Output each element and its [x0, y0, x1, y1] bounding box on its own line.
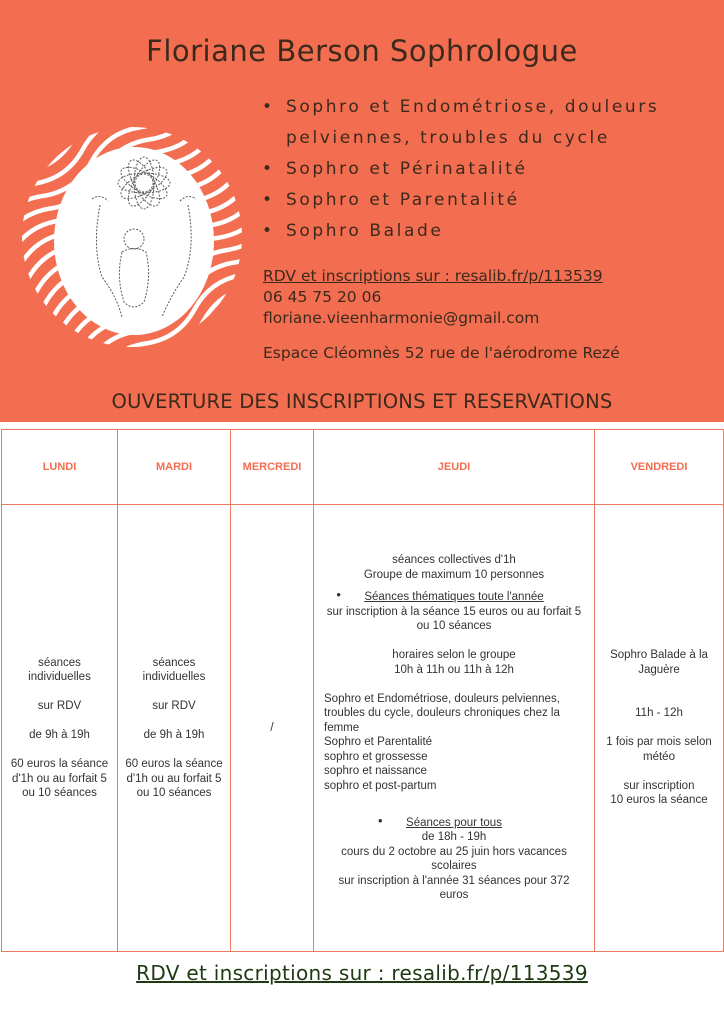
jeudi-thematic-price: sur inscription à la séance 15 euros ou au forfait 5 ou 10 séances [326, 605, 582, 633]
email-address[interactable]: floriane.vieenharmonie@gmail.com [263, 309, 540, 327]
vendredi-price: 10 euros la séance [610, 794, 708, 807]
jeudi-all-price: sur inscription à l'année 31 séances pour 372 euros [338, 874, 570, 902]
opening-title: OUVERTURE DES INSCRIPTIONS ET RESERVATIONS [111, 390, 613, 413]
cell-lundi [2, 505, 118, 952]
address: Espace Cléomnès 52 rue de l'aérodrome Rezé [263, 344, 620, 362]
rdv-link[interactable]: RDV et inscriptions sur : resalib.fr/p/113539 [263, 267, 603, 285]
page-title: Floriane Berson Sophrologue [146, 34, 578, 68]
cell-mardi [118, 505, 231, 952]
jeudi-theme: sophro et naissance [324, 765, 427, 778]
mardi-hours: de 9h à 19h [143, 729, 205, 741]
vendredi-booking: sur inscription [623, 779, 695, 792]
mardi-price: 60 euros la séance d'1h ou au forfait 5 ou 10 séances [125, 758, 223, 799]
day-header-vendredi: VENDREDI [595, 430, 724, 505]
jeudi-hours: 10h à 11h ou 11h à 12h [394, 663, 514, 676]
mardi-booking: sur RDV [152, 700, 196, 712]
jeudi-group-size: Groupe de maximum 10 personnes [363, 568, 545, 581]
jeudi-theme: sophro et post-partum [324, 779, 437, 792]
footer-rdv-link[interactable]: RDV et inscriptions sur : resalib.fr/p/113539 [136, 961, 588, 985]
phone-number: 06 45 75 20 06 [263, 288, 382, 306]
mardi-type: séances individuelles [142, 656, 206, 683]
day-header-mercredi: MERCREDI [231, 430, 314, 505]
cell-mercredi: / [231, 505, 314, 952]
vendredi-frequency: 1 fois par mois selon météo [606, 736, 712, 763]
cell-jeudi [314, 505, 595, 952]
jeudi-theme: Sophro et Parentalité [324, 736, 433, 749]
jeudi-all-period: cours du 2 octobre au 25 juin hors vacances scolaires [341, 845, 567, 873]
lundi-type: séances individuelles [28, 656, 91, 683]
jeudi-hours-label: horaires selon le groupe [392, 649, 516, 662]
service-item: • Sophro et Périnatalité [262, 154, 712, 185]
service-item: • Sophro et Parentalité [262, 185, 712, 216]
schedule-body-row [2, 505, 724, 952]
jeudi-theme: sophro et grossesse [324, 750, 428, 763]
services-list [262, 92, 712, 247]
service-item: • Sophro Balade [262, 216, 712, 247]
contact-block [263, 266, 603, 329]
sophrology-logo [22, 127, 242, 347]
lundi-price: 60 euros la séance d'1h ou au forfait 5 ou 10 séances [10, 758, 109, 799]
jeudi-theme: Sophro et Endométriose, douleurs pelviennes, troubles du cycle, douleurs chroniques chez la femme [324, 692, 560, 734]
vendredi-hours: 11h - 12h [635, 707, 683, 720]
vendredi-title: Sophro Balade à la Jaguère [610, 649, 708, 676]
cell-vendredi [595, 505, 724, 952]
jeudi-themes [324, 692, 584, 794]
day-header-mardi: MARDI [118, 430, 231, 505]
service-item: • Sophro et Endométriose, douleurs pelviennes, troubles du cycle [262, 92, 712, 154]
day-header-jeudi: JEUDI [314, 430, 595, 505]
jeudi-all-hours: de 18h - 19h [421, 831, 487, 844]
schedule-table [1, 429, 724, 952]
jeudi-all-heading: • Séances pour tous [406, 816, 502, 831]
day-header-lundi: LUNDI [2, 430, 118, 505]
jeudi-thematic-heading: • Séances thématiques toute l'année [364, 590, 543, 605]
schedule-header-row [2, 430, 724, 505]
lundi-hours: de 9h à 19h [29, 729, 90, 741]
jeudi-intro: séances collectives d'1h [392, 554, 516, 567]
lundi-booking: sur RDV [37, 700, 82, 712]
